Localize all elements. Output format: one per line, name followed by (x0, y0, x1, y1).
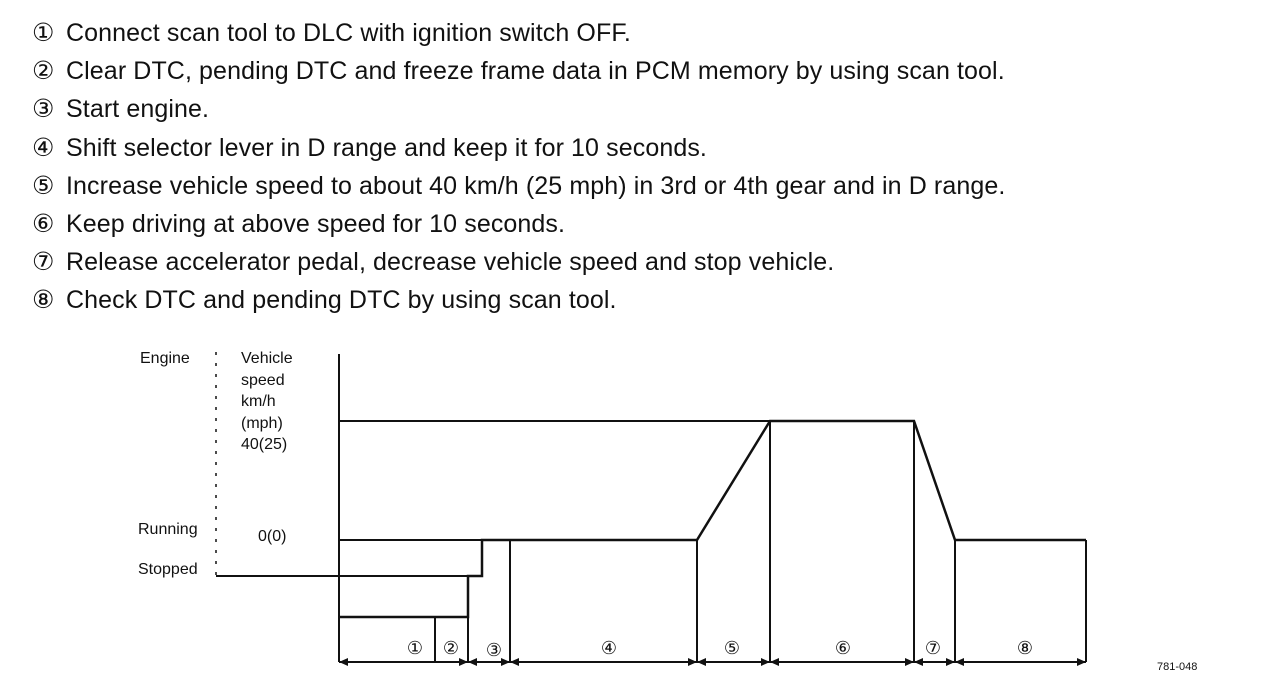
step-number: ⑤ (32, 171, 55, 200)
vehicle-label-line: (mph) (241, 415, 283, 432)
vehicle-label-line: speed (241, 372, 285, 389)
zero-speed-label: 0(0) (258, 528, 287, 545)
step-text: Check DTC and pending DTC by using scan tool. (66, 286, 617, 315)
step-text: Clear DTC, pending DTC and freeze frame data in PCM memory by using scan tool. (66, 57, 1005, 86)
stopped-label: Stopped (138, 561, 198, 578)
vehicle-label-line: 40(25) (241, 436, 288, 453)
vehicle-speed-trace (510, 421, 1086, 540)
step-text: Keep driving at above speed for 10 seconds. (66, 210, 566, 239)
segment-label-5: ⑤ (723, 638, 741, 658)
segment-label-7: ⑦ (924, 638, 942, 658)
segment-dividers (435, 421, 1086, 662)
step-text: Release accelerator pedal, decrease vehicle speed and stop vehicle. (66, 248, 835, 277)
segment-label-2: ② (442, 638, 460, 658)
segment-label-6: ⑥ (834, 638, 852, 658)
segment-label-4: ④ (600, 638, 618, 658)
step-number: ⑥ (32, 210, 55, 239)
step-number: ④ (32, 133, 55, 162)
step-number: ⑧ (32, 286, 55, 315)
step-text: Connect scan tool to DLC with ignition switch OFF. (66, 19, 631, 47)
vehicle-speed-label (241, 350, 293, 453)
step-number: ② (32, 57, 55, 86)
engine-label: Engine (140, 350, 190, 367)
running-label: Running (138, 521, 198, 538)
step-text: Start engine. (66, 95, 210, 124)
step-text: Increase vehicle speed to about 40 km/h (25 mph) in 3rd or 4th gear and in D range. (66, 171, 1006, 200)
segment-labels (407, 638, 1033, 660)
vehicle-label-line: km/h (241, 393, 276, 410)
step-text: Shift selector lever in D range and keep it for 10 seconds. (66, 133, 707, 162)
vehicle-label-line: Vehicle (241, 350, 293, 367)
figure-code: 781-048 (1157, 661, 1198, 673)
segment-label-1: ① (406, 638, 424, 658)
step-number: ⑦ (32, 248, 55, 277)
segment-label-8: ⑧ (1016, 638, 1034, 658)
step-number: ③ (32, 95, 55, 124)
engine-state-trace (339, 540, 510, 617)
step-number: ① (32, 19, 55, 47)
segment-label-3: ③ (485, 640, 503, 660)
